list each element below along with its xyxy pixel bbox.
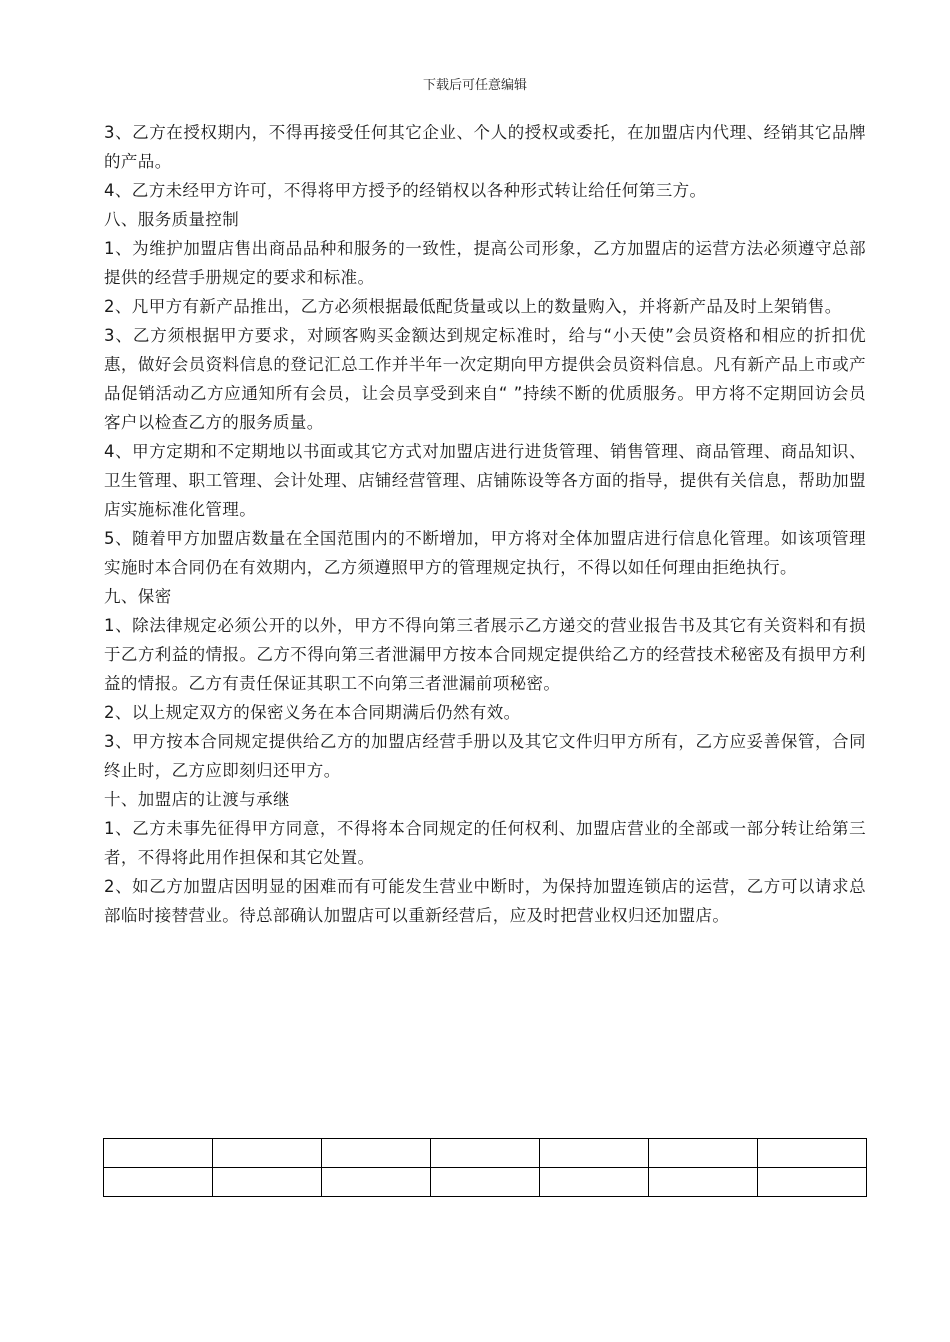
table-cell xyxy=(649,1168,758,1197)
paragraph-clause-3: 3、乙方在授权期内，不得再接受任何其它企业、个人的授权或委托，在加盟店内代理、经销其它品牌的产品。 xyxy=(104,123,866,171)
section-heading-service-quality: 八、服务质量控制 xyxy=(104,210,240,229)
section-heading-transfer: 十、加盟店的让渡与承继 xyxy=(104,790,290,809)
table-cell xyxy=(104,1168,213,1197)
paragraph-service-3: 3、乙方须根据甲方要求，对顾客购买金额达到规定标准时，给与“小天使”会员资格和相应的折扣优惠，做好会员资料信息的登记汇总工作并半年一次定期向甲方提供会员资料信息。凡有新产品上市或产品促销活动乙方应通知所有会员，让会员享受到来自“ ”持续不断的优质服务。甲方将不定期回访会员客户以检查乙方的服务质量。 xyxy=(104,326,866,432)
table-cell xyxy=(322,1139,431,1168)
paragraph-transfer-2: 2、如乙方加盟店因明显的困难而有可能发生营业中断时，为保持加盟连锁店的运营，乙方可以请求总部临时接替营业。待总部确认加盟店可以重新经营后，应及时把营业权归还加盟店。 xyxy=(104,877,866,925)
blank-table xyxy=(103,1138,867,1197)
paragraph-service-5: 5、随着甲方加盟店数量在全国范围内的不断增加，甲方将对全体加盟店进行信息化管理。如该项管理实施时本合同仍在有效期内，乙方须遵照甲方的管理规定执行，不得以如任何理由拒绝执行。 xyxy=(104,529,866,577)
table-cell xyxy=(758,1139,867,1168)
page-header: 下载后可任意编辑 xyxy=(422,78,527,93)
paragraph-confidentiality-3: 3、甲方按本合同规定提供给乙方的加盟店经营手册以及其它文件归甲方所有，乙方应妥善保管，合同终止时，乙方应即刻归还甲方。 xyxy=(104,732,866,780)
table-row xyxy=(104,1168,867,1197)
table-cell xyxy=(213,1168,322,1197)
table-cell xyxy=(758,1168,867,1197)
table-cell xyxy=(540,1139,649,1168)
paragraph-service-4: 4、甲方定期和不定期地以书面或其它方式对加盟店进行进货管理、销售管理、商品管理、商品知识、卫生管理、职工管理、会计处理、店铺经营管理、店铺陈设等各方面的指导，提供有关信息，帮助加盟店实施标准化管理。 xyxy=(104,442,866,519)
document-body xyxy=(104,118,866,930)
paragraph-service-2: 2、凡甲方有新产品推出，乙方必须根据最低配货量或以上的数量购入，并将新产品及时上架销售。 xyxy=(104,297,842,316)
paragraph-confidentiality-1: 1、除法律规定必须公开的以外，甲方不得向第三者展示乙方递交的营业报告书及其它有关资料和有损于乙方利益的情报。乙方不得向第三者泄漏甲方按本合同规定提供给乙方的经营技术秘密及有损甲方利益的情报。乙方有责任保证其职工不向第三者泄漏前项秘密。 xyxy=(104,616,866,693)
paragraph-confidentiality-2: 2、以上规定双方的保密义务在本合同期满后仍然有效。 xyxy=(104,703,521,722)
table-cell xyxy=(213,1139,322,1168)
paragraph-service-1: 1、为维护加盟店售出商品品种和服务的一致性，提高公司形象，乙方加盟店的运营方法必须遵守总部提供的经营手册规定的要求和标准。 xyxy=(104,239,866,287)
table-cell xyxy=(322,1168,431,1197)
paragraph-transfer-1: 1、乙方未事先征得甲方同意，不得将本合同规定的任何权利、加盟店营业的全部或一部分转让给第三者，不得将此用作担保和其它处置。 xyxy=(104,819,866,867)
table-row xyxy=(104,1139,867,1168)
table-cell xyxy=(431,1139,540,1168)
section-heading-confidentiality: 九、保密 xyxy=(104,587,172,606)
table-cell xyxy=(540,1168,649,1197)
table-cell xyxy=(104,1139,213,1168)
paragraph-clause-4: 4、乙方未经甲方许可，不得将甲方授予的经销权以各种形式转让给任何第三方。 xyxy=(104,181,707,200)
table-cell xyxy=(431,1168,540,1197)
table-cell xyxy=(649,1139,758,1168)
